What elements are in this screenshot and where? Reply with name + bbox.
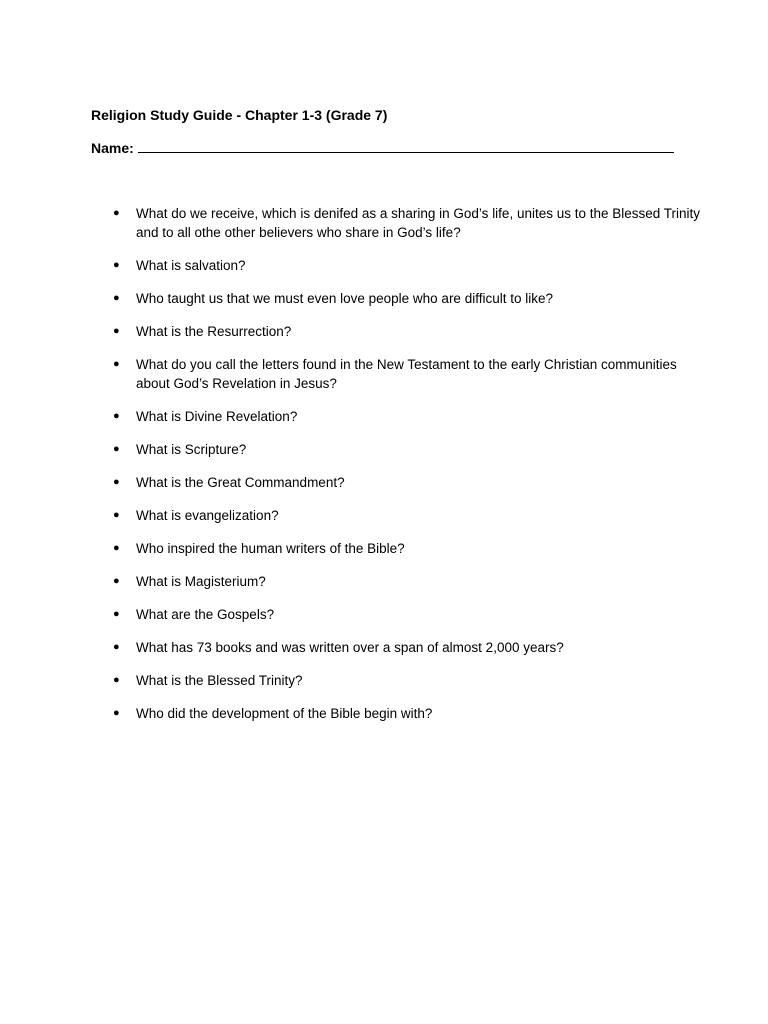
bullet-icon: ●	[113, 325, 120, 337]
question-text: What is Divine Revelation?	[136, 409, 298, 424]
bullet-icon: ●	[113, 476, 120, 488]
document-title: Religion Study Guide - Chapter 1-3 (Grade 7)	[91, 107, 388, 123]
bullet-icon: ●	[113, 674, 120, 686]
bullet-icon: ●	[113, 292, 120, 304]
question-text: What is the Great Commandment?	[136, 475, 345, 490]
question-text: What is the Blessed Trinity?	[136, 673, 303, 688]
list-item	[0, 704, 768, 723]
bullet-icon: ●	[113, 207, 120, 219]
bullet-icon: ●	[113, 608, 120, 620]
question-text: What is the Resurrection?	[136, 324, 292, 339]
list-item	[0, 506, 768, 525]
question-list	[0, 204, 768, 737]
question-text: What are the Gospels?	[136, 607, 275, 622]
name-blank-underline	[138, 139, 674, 153]
list-item	[0, 289, 768, 308]
question-text: Who taught us that we must even love people who are difficult to like?	[136, 291, 553, 306]
list-item	[0, 539, 768, 558]
question-text: What is salvation?	[136, 258, 246, 273]
list-item	[0, 204, 768, 242]
name-field-line	[91, 139, 674, 157]
bullet-icon: ●	[113, 707, 120, 719]
name-label: Name:	[91, 140, 134, 156]
list-item	[0, 440, 768, 459]
list-item	[0, 256, 768, 275]
bullet-icon: ●	[113, 443, 120, 455]
list-item	[0, 322, 768, 341]
question-text: What is Scripture?	[136, 442, 247, 457]
list-item	[0, 605, 768, 624]
bullet-icon: ●	[113, 358, 120, 370]
list-item	[0, 638, 768, 657]
bullet-icon: ●	[113, 509, 120, 521]
question-text: Who did the development of the Bible begin with?	[136, 706, 433, 721]
question-text: What do we receive, which is denifed as a sharing in God’s life, unites us to the Blessed Trinity and to all othe other believers who share in God’s life?	[136, 206, 701, 240]
list-item	[0, 407, 768, 426]
question-text: What has 73 books and was written over a span of almost 2,000 years?	[136, 640, 564, 655]
question-text: What is evangelization?	[136, 508, 279, 523]
bullet-icon: ●	[113, 542, 120, 554]
question-text: Who inspired the human writers of the Bible?	[136, 541, 405, 556]
list-item	[0, 355, 768, 393]
bullet-icon: ●	[113, 575, 120, 587]
bullet-icon: ●	[113, 410, 120, 422]
question-text: What is Magisterium?	[136, 574, 266, 589]
list-item	[0, 671, 768, 690]
bullet-icon: ●	[113, 259, 120, 271]
list-item	[0, 572, 768, 591]
list-item	[0, 473, 768, 492]
question-text: What do you call the letters found in the New Testament to the early Christian communities about God’s Revelation in Jesus?	[136, 357, 677, 391]
bullet-icon: ●	[113, 641, 120, 653]
